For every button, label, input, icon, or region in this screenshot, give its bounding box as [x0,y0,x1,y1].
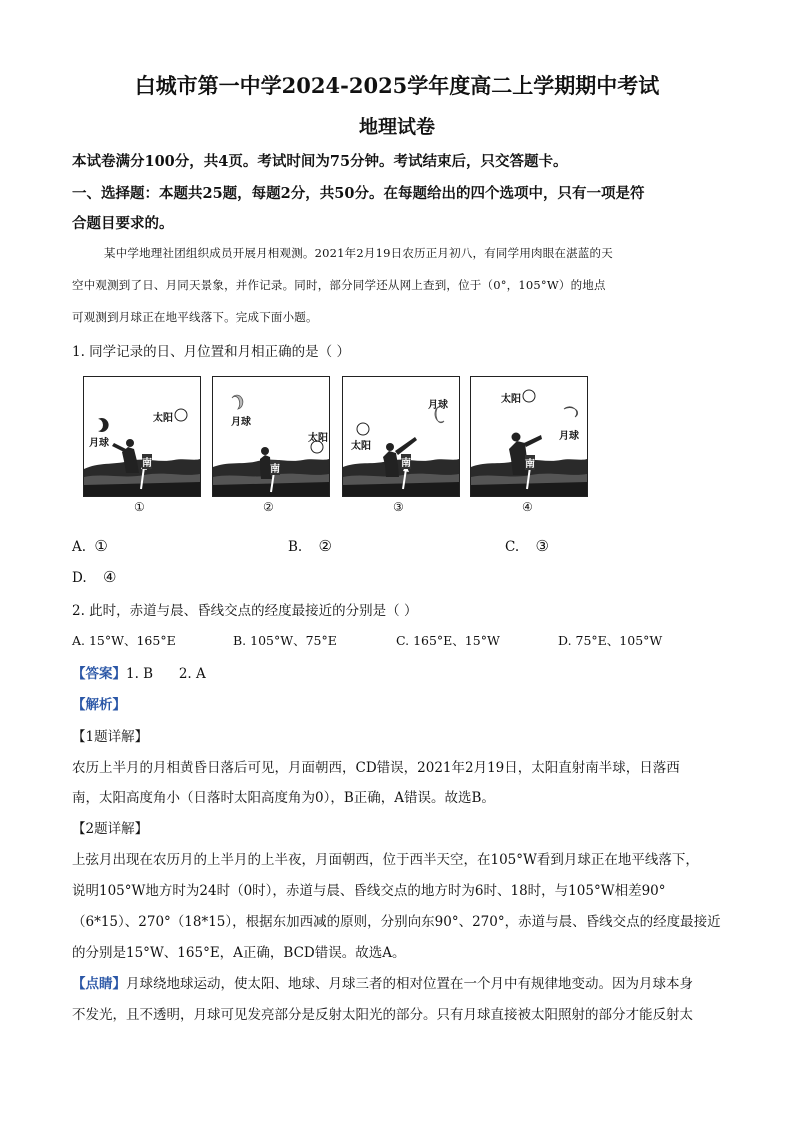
sun-label: 太阳 [308,433,328,444]
detail-2-line3: （6*15）、270°（18*15），根据东加西减的原则，分别向东90°、270°，赤道与晨、昏线交点的经度最接近 [72,914,721,930]
analysis-label: 【解析】 [72,697,126,713]
q2-option-c: C. 165°E、15°W [396,633,500,648]
option-a-letter: A. [72,539,87,555]
section-heading-line2: 合题目要求的。 [72,215,174,232]
q2-option-d: D. 75°E、105°W [558,633,663,648]
option-b [288,537,332,555]
figure-number-3: ③ [393,500,404,514]
detail-1-line2: 南，太阳高度角小（日落时太阳高度角为0），B正确，A错误。故选B。 [72,790,495,806]
sun-label: 太阳 [501,394,521,405]
option-a-value: ① [94,537,108,555]
tip-line1 [72,972,693,992]
q2-option-a: A. 15°W、165°E [72,633,176,648]
q2-option-b: B. 105°W、75°E [233,633,337,648]
answer-text: 1. B 2. A [126,666,206,682]
south-label: 南 [142,454,152,469]
sun-label: 太阳 [351,441,371,452]
figure-number-4: ④ [522,500,533,514]
detail-2-line1: 上弦月出现在农历月的上半月的上半夜，月面朝西，位于西半天空，在105°W看到月球正在地平线落下， [72,852,699,868]
figure-panel-4 [470,376,588,497]
south-label: 南 [401,454,411,469]
tip-label: 【点睛】 [72,976,126,992]
passage-line3: 可观测到月球正在地平线落下。完成下面小题。 [72,310,318,324]
passage-line2: 空中观测到了日、月同天景象，并作记录。同时，部分同学还从网上查到，位于（0°，105°W）的地点 [72,278,606,292]
figure-panel-2 [212,376,330,497]
figure-panel-1 [83,376,201,497]
option-d [72,568,116,586]
option-b-letter: B. [288,539,303,555]
south-label: 南 [270,460,280,475]
option-a [72,537,108,555]
option-d-letter: D. [72,570,87,586]
detail-1-line1: 农历上半月的月相黄昏日落后可见，月面朝西，CD错误，2021年2月19日，太阳直射南半球，日落西 [72,760,680,776]
moon-label: 月球 [428,400,448,411]
question-2-stem: 2. 此时，赤道与晨、昏线交点的经度最接近的分别是（ ） [72,603,418,619]
option-c [505,537,549,555]
option-c-letter: C. [505,539,520,555]
answer-label: 【答案】 [72,666,126,682]
option-d-value: ④ [102,568,117,586]
figure-number-2: ② [263,500,274,514]
section-heading-line1: 一、选择题：本题共25题，每题2分，共50分。在每题给出的四个选项中，只有一项是符 [72,185,645,202]
subject-title: 地理试卷 [358,116,435,138]
detail-2-line4: 的分别是15°W、165°E，A正确，BCD错误。故选A。 [72,945,406,961]
south-label: 南 [525,455,535,470]
tip-text-1: 月球绕地球运动，使太阳、地球、月球三者的相对位置在一个月中有规律地变动。因为月球本身 [126,976,693,992]
passage-line1: 某中学地理社团组织成员开展月相观测。2021年2月19日农历正月初八，有同学用肉眼在湛蓝的天 [104,246,613,260]
moon-label: 月球 [231,417,251,428]
option-b-value: ② [318,537,332,555]
tip-line2: 不发光，且不透明，月球可见发亮部分是反射太阳光的部分。只有月球直接被太阳照射的部分才能反射太 [72,1007,693,1023]
sun-label: 太阳 [153,413,173,424]
moon-label: 月球 [559,431,579,442]
option-c-value: ③ [535,537,549,555]
detail-1-label: 【1题详解】 [72,729,149,745]
detail-2-line2: 说明105°W地方时为24时（0时），赤道与晨、昏线交点的地方时为6时、18时，与105°W相差90° [72,883,666,899]
exam-instructions: 本试卷满分100分，共4页。考试时间为75分钟。考试结束后，只交答题卡。 [72,153,568,170]
answer-line [72,662,206,682]
question-1-stem: 1. 同学记录的日、月位置和月相正确的是（ ） [72,344,350,360]
detail-2-label: 【2题详解】 [72,821,149,837]
exam-title: 白城市第一中学2024-2025学年度高二上学期期中考试 [134,73,660,98]
moon-label: 月球 [89,438,109,449]
figure-number-1: ① [134,500,145,514]
figure-panel-3 [342,376,460,497]
